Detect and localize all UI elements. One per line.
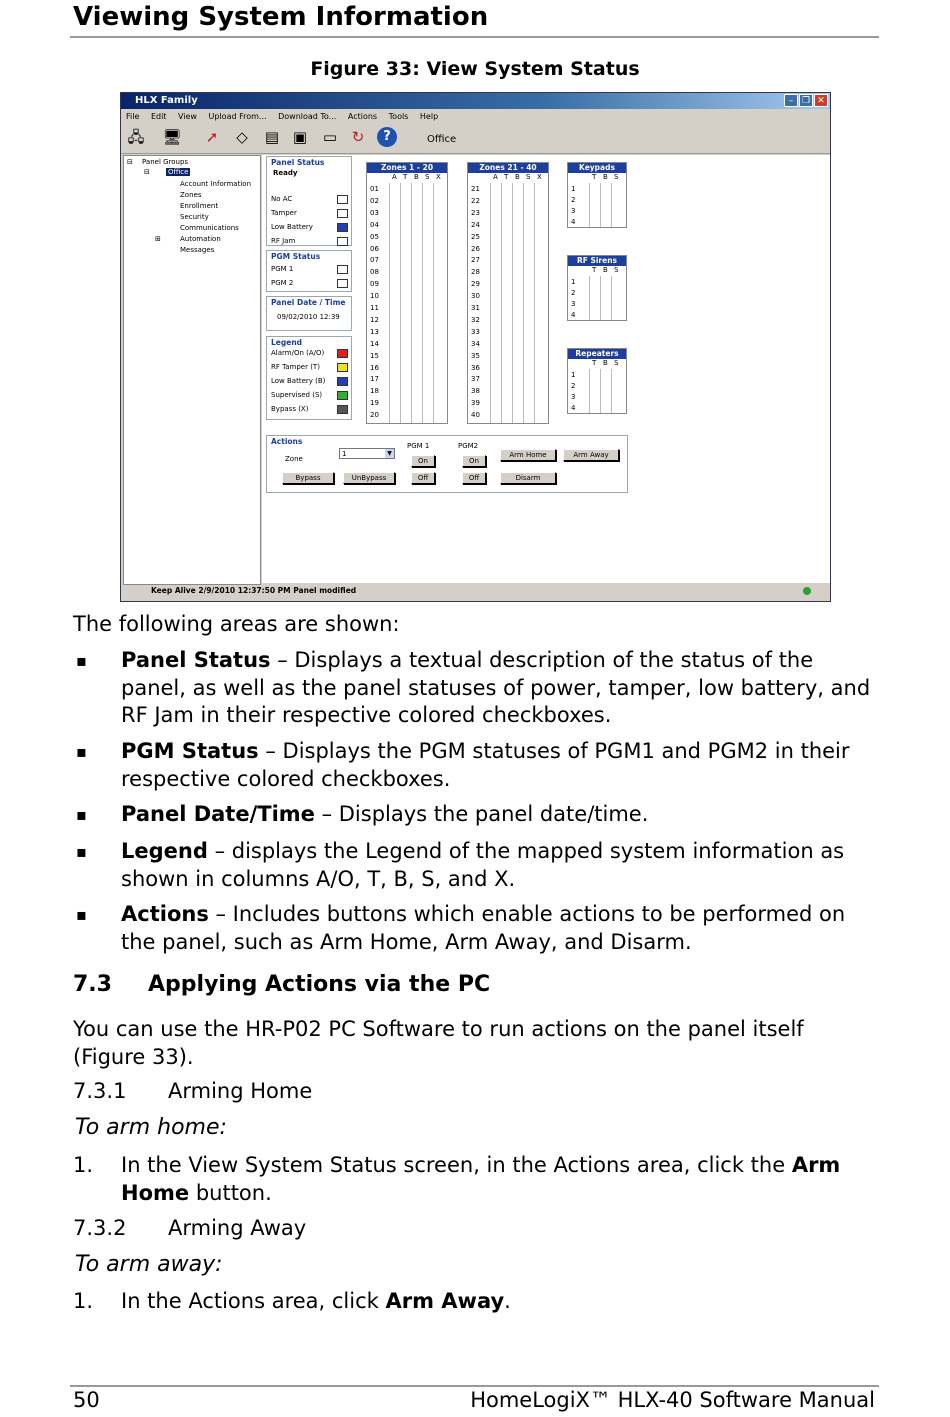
grid-column-header: S [614,266,619,274]
legend-title: Legend [271,338,303,347]
pgm-label: PGM 1 [271,265,294,273]
pgm1-on-button[interactable]: On [411,455,435,467]
maximize-icon[interactable]: ❐ [799,94,813,107]
rf-sirens-title: RF Sirens [568,256,626,266]
actions-group [266,435,628,493]
panel-status-value: Ready [273,169,298,177]
keypads-grid [567,162,627,228]
legend-swatch [337,377,348,386]
toolbar [121,123,830,154]
grid-column-header: S [425,173,430,181]
step-post: . [504,1289,511,1313]
tree-selected-office[interactable]: Office [168,168,189,176]
tree-expander-icon[interactable]: ⊟ [144,168,150,176]
grid-column-header: A [493,173,498,181]
grid-line [422,183,423,424]
panel-status-group [266,156,352,246]
page-header: Viewing System Information [73,2,489,32]
menu-help[interactable]: Help [419,112,439,121]
pgm1-label: PGM 1 [407,442,430,450]
procedure-title: To arm home: [75,1115,227,1140]
grid-row-label: 06 [370,244,379,253]
status-bar [121,585,830,597]
grid-row-label: 1 [571,278,576,286]
grid-line [523,183,524,424]
grid-column-header: A [392,173,397,181]
zone-label: Zone [285,455,303,463]
pgm-checkbox [337,279,348,288]
grid-row-label: 14 [370,339,379,348]
subsection-title: Arming Away [168,1216,307,1240]
grid-line [433,183,434,424]
panel-date-time-title: Panel Date / Time [271,298,346,307]
grid-column-header: S [614,173,619,181]
grid-row-label: 08 [370,268,379,277]
grid-row-label: 4 [571,311,576,319]
legend-label: RF Tamper (T) [271,363,320,371]
grid-line [600,183,601,228]
window-title: HLX Family [135,95,198,106]
tree-item[interactable]: Zones [180,191,202,199]
zones-1-20-grid [366,162,448,424]
subsection-title: Arming Home [168,1079,313,1103]
grid-row-label: 31 [471,304,480,312]
keypads-title: Keypads [568,163,626,173]
grid-line [501,183,502,424]
tree-item[interactable]: Security [180,213,209,221]
grid-line [589,369,590,414]
status-label: Tamper [271,209,297,217]
grid-row-label: 3 [571,300,576,308]
status-bar-text: Keep Alive 2/9/2010 12:37:50 PM Panel modified [151,586,357,595]
grid-row-label: 40 [471,411,480,420]
bullet-desc: – Displays a textual description of the status of the panel, as well as the panel statuses of power, tamper, low battery, and RF Jam in their respective colored checkboxes. [121,648,871,727]
grid-row-label: 2 [571,382,576,390]
intro-text: The following areas are shown: [73,612,400,636]
tree-item[interactable]: Messages [180,246,215,254]
status-checkbox [337,237,348,246]
connect-icon[interactable]: 🖧 [127,128,145,146]
legend-label: Low Battery (B) [271,377,326,385]
grid-line [600,276,601,321]
grid-row-label: 15 [370,351,379,360]
grid-row-label: 34 [471,339,480,348]
grid-row-label: 16 [370,363,379,372]
status-checkbox [337,223,348,232]
status-checkbox [337,195,348,204]
grid-row-label: 07 [370,256,379,265]
bullet-term: Panel Date/Time [121,802,315,826]
tree-item[interactable]: Automation [180,235,221,243]
menu-tools[interactable]: Tools [388,112,409,121]
legend-label: Bypass (X) [271,405,309,413]
status-content [262,155,830,583]
grid-row-label: 12 [370,315,379,324]
grid-row-label: 11 [370,304,379,312]
grid-line [534,183,535,424]
zones-21-40-title: Zones 21 - 40 [468,163,548,173]
bullet-panel-date-time [121,801,881,829]
legend-swatch [337,349,348,358]
grid-column-header: S [526,173,531,181]
zones-1-20-title: Zones 1 - 20 [367,163,447,173]
header-rule [70,36,879,38]
grid-row-label: 38 [471,387,480,396]
subsection-number: 7.3.1 [73,1079,127,1103]
panel-date-time-group [266,296,352,331]
network-icon[interactable]: 🖥 [162,128,182,146]
connection-status-icon [803,587,811,595]
bullet-term: Panel Status [121,648,271,672]
app-window-screenshot [120,92,831,602]
tree-item[interactable]: Account Information [180,180,252,188]
tree-expander-icon[interactable]: ⊞ [155,235,161,243]
grid-line [400,183,401,424]
grid-line [611,183,612,228]
tree-item[interactable]: Enrollment [180,202,219,210]
grid-line [589,276,590,321]
step-bold: Arm Away [385,1289,505,1313]
pgm-status-title: PGM Status [271,252,321,261]
step-number: 1. [73,1153,94,1177]
grid-line [490,183,491,424]
menu-upload-from[interactable]: Upload From... [208,112,267,121]
bullet-marker: ▪ [76,805,87,824]
grid-row-label: 25 [471,232,480,241]
zones-21-40-grid [467,162,549,424]
repeaters-title: Repeaters [568,349,626,359]
section-number: 7.3 [73,972,112,997]
grid-row-label: 26 [471,244,480,253]
grid-line [389,183,390,424]
bullet-desc: – Includes buttons which enable actions to be performed on the panel, such as Arm Home, Arm Away, and Disarm. [121,902,846,954]
grid-row-label: 30 [471,292,480,301]
subsection-heading [73,1079,313,1103]
grid-row-label: 05 [370,232,379,241]
section-paragraph: You can use the HR-P02 PC Software to run actions on the panel itself (Figure 33). [73,1017,804,1069]
step-pre: In the View System Status screen, in the Actions area, click the [121,1153,792,1177]
legend-group [266,336,352,420]
grid-row-label: 2 [571,289,576,297]
zone-select[interactable] [339,448,395,459]
grid-line [589,183,590,228]
grid-row-label: 01 [370,185,379,193]
bullet-desc: – Displays the panel date/time. [314,802,649,826]
bullet-marker: ▪ [76,742,87,761]
step-pre: In the Actions area, click [121,1289,386,1313]
grid-row-label: 35 [471,351,480,360]
pgm-checkbox [337,265,348,274]
grid-row-label: 37 [471,375,480,384]
bypass-button[interactable]: Bypass [282,472,334,484]
toolbar-office-label: Office [427,134,457,145]
grid-row-label: 33 [471,327,480,336]
menu-file[interactable]: File [126,112,140,121]
bullet-pgm-status [121,738,881,793]
grid-column-header: T [592,173,597,181]
menu-view[interactable]: View [177,112,197,121]
grid-row-label: 28 [471,268,480,277]
manual-title: HomeLogiX™ HLX-40 Software Manual [470,1388,875,1412]
grid-row-label: 3 [571,393,576,401]
monitor-icon[interactable]: ▣ [292,128,308,146]
page-number: 50 [73,1388,100,1412]
menu-bar [121,110,830,123]
bullet-marker: ▪ [76,651,87,670]
grid-row-label: 21 [471,185,480,193]
legend-swatch [337,391,348,400]
tree-root[interactable]: Panel Groups [142,158,189,166]
status-checkbox [337,209,348,218]
bullet-panel-status [121,647,881,730]
bullet-term: Legend [121,839,208,863]
pgm1-off-button[interactable]: Off [411,472,435,484]
grid-row-label: 2 [571,196,576,204]
grid-row-label: 09 [370,280,379,289]
grid-column-header: T [504,173,509,181]
grid-column-header: B [603,173,608,181]
bullet-term: PGM Status [121,739,259,763]
grid-row-label: 29 [471,280,480,289]
grid-row-label: 18 [370,387,379,396]
unbypass-button[interactable]: UnBypass [343,472,395,484]
navigation-tree [123,155,261,585]
legend-swatch [337,363,348,372]
grid-row-label: 17 [370,375,379,384]
legend-label: Alarm/On (A/O) [271,349,325,357]
grid-row-label: 22 [471,196,480,205]
bullet-marker: ▪ [76,842,87,861]
arm-away-button[interactable]: Arm Away [563,449,619,461]
legend-label: Supervised (S) [271,391,323,399]
subsection-heading [73,1216,307,1240]
chevron-down-icon[interactable]: ▼ [385,449,394,458]
status-label: No AC [271,195,293,203]
section-title: Applying Actions via the PC [148,972,491,997]
step-text [121,1152,841,1207]
pgm2-on-button[interactable]: On [462,455,486,467]
grid-column-header: T [403,173,408,181]
grid-column-header: X [436,173,441,181]
panel-status-title: Panel Status [271,158,325,167]
panel-date-time-value: 09/02/2010 12:39 [277,313,340,321]
rf-sirens-grid [567,255,627,321]
grid-row-label: 20 [370,411,379,420]
grid-row-label: 03 [370,208,379,217]
pgm-status-group [266,250,352,292]
grid-line [411,183,412,424]
footer-rule [70,1385,879,1387]
legend-swatch [337,405,348,414]
tag-icon[interactable]: ◇ [236,128,248,146]
grid-row-label: 32 [471,315,480,324]
grid-column-header: B [603,359,608,367]
grid-column-header: B [603,266,608,274]
zone-select-value: 1 [342,450,347,458]
grid-row-label: 39 [471,399,480,408]
grid-line [611,276,612,321]
grid-row-label: 3 [571,207,576,215]
grid-row-label: 4 [571,218,576,226]
grid-line [600,369,601,414]
grid-column-header: T [592,359,597,367]
pgm2-off-button[interactable]: Off [462,472,486,484]
grid-row-label: 24 [471,220,480,229]
pgm-label: PGM 2 [271,279,294,287]
menu-actions[interactable]: Actions [347,112,378,121]
grid-row-label: 04 [370,220,379,229]
refresh-icon[interactable]: ↻ [351,128,365,146]
tree-expander-icon[interactable]: ⊟ [127,158,133,166]
grid-row-label: 13 [370,327,379,336]
grid-row-label: 10 [370,292,379,301]
grid-column-header: X [537,173,542,181]
grid-column-header: B [414,173,419,181]
arm-home-button[interactable]: Arm Home [500,449,556,461]
subsection-number: 7.3.2 [73,1216,127,1240]
figure-caption: Figure 33: View System Status [310,58,640,80]
grid-row-label: 4 [571,404,576,412]
grid-row-label: 27 [471,256,480,265]
section-heading [73,972,491,997]
step-post: button. [189,1180,272,1205]
menu-edit[interactable]: Edit [150,112,167,121]
grid-line [512,183,513,424]
step-bold: Arm Home [121,1153,841,1205]
grid-line [611,369,612,414]
actions-title: Actions [271,437,303,446]
bullet-desc: – displays the Legend of the mapped system information as shown in columns A/O, T, B, S, and X. [121,839,845,891]
grid-row-label: 1 [571,185,576,193]
bullet-actions [121,901,881,956]
pgm2-label: PGM2 [458,442,479,450]
step-text [121,1288,881,1316]
upload-icon[interactable]: ➚ [205,128,219,146]
grid-row-label: 19 [370,399,379,408]
step-number: 1. [73,1289,94,1313]
help-icon[interactable]: ? [377,127,397,147]
grid-row-label: 1 [571,371,576,379]
repeaters-grid [567,348,627,414]
folder-icon[interactable]: ▭ [322,128,338,146]
status-label: RF Jam [271,237,296,245]
status-label: Low Battery [271,223,313,231]
menu-download-to[interactable]: Download To... [278,112,337,121]
grid-column-header: B [515,173,520,181]
bullet-term: Actions [121,902,209,926]
bullet-legend [121,838,881,893]
minimize-icon[interactable]: – [784,94,798,107]
window-titlebar [121,93,830,109]
grid-column-header: T [592,266,597,274]
grid-row-label: 02 [370,196,379,205]
grid-column-header: S [614,359,619,367]
grid-row-label: 23 [471,208,480,217]
disarm-button[interactable]: Disarm [500,472,556,484]
procedure-title: To arm away: [75,1252,223,1277]
tree-item[interactable]: Communications [180,224,239,232]
bullet-marker: ▪ [76,905,87,924]
grid-row-label: 36 [471,363,480,372]
bullet-desc: – Displays the PGM statuses of PGM1 and PGM2 in their respective colored checkboxes. [121,739,850,791]
close-icon[interactable]: ✕ [814,94,828,107]
report-icon[interactable]: ▤ [264,128,280,146]
